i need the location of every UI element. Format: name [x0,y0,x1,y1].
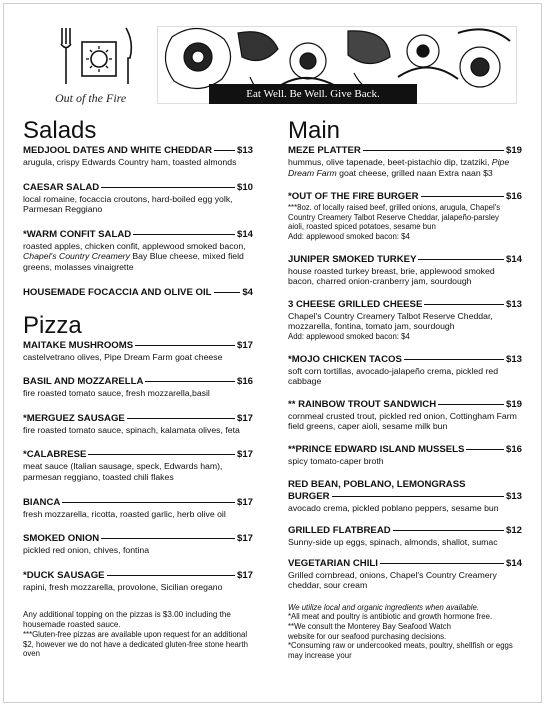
item-name: GRILLED FLATBREAD [288,525,391,537]
item-name: BASIL AND MOZZARELLA [23,376,144,388]
item-desc: parmesan reggiano, toasted chili flakes [23,471,174,482]
menu-item [23,287,253,299]
menu-item [288,399,522,432]
leader-line [214,292,241,293]
leader-line [404,359,504,360]
salads-heading: Salads [23,117,97,144]
item-desc: Grilled cornbread, onions, Chapel's Country Creamery [288,569,497,580]
item-price: $16 [505,191,522,203]
item-desc: Sunny-side up eggs, spinach, almonds, shallot, sumac [288,537,498,548]
item-name: BURGER [288,490,330,502]
leader-line [133,234,235,235]
item-desc: Country Creamery Talbot Reserve Cheddar, jalapeño-parsley [288,212,499,222]
item-name: JUNIPER SMOKED TURKEY [288,253,417,265]
pizza-heading: Pizza [23,311,82,339]
item-price: $19 [505,398,522,410]
leader-line [62,502,235,503]
leader-line [145,381,235,382]
item-price: $14 [505,253,522,265]
item-price: $17 [236,412,253,424]
menu-item [288,525,522,548]
item-desc: Dream Farm goat cheese, grilled naan Extra naan $3 [288,167,493,178]
item-price: $13 [236,145,253,156]
menu-item [288,479,522,514]
item-desc: spicy tomato-caper broth [288,455,384,466]
note-line: Any additional topping on the pizzas is $3.00 including the [23,610,231,620]
leader-line [466,449,504,450]
leader-line [424,304,504,305]
item-desc: pickled red onion, chives, fontina [23,545,150,556]
item-price: $13 [505,298,522,310]
note-line: may increase your [288,650,352,660]
item-desc: cheddar, sour cream [288,580,368,591]
main-heading: Main [288,117,341,144]
item-desc: cornmeal crusted trout, pickled red onion, Cottingham Farm [288,410,517,421]
item-desc: field greens, caper aioli, sesame milk bun [288,421,448,432]
menu-item [288,299,522,342]
item-desc: soft corn tortillas, avocado-jalapeño crema, pickled red [288,365,499,376]
leader-line [101,187,235,188]
leader-line [107,575,235,576]
item-price: $17 [236,496,253,508]
menu-item [23,340,253,363]
item-name: *WARM CONFIT SALAD [23,228,132,240]
menu-item [288,444,522,467]
leader-line [135,345,235,346]
menu-item [23,413,253,436]
item-name: *CALABRESE [23,449,87,461]
item-name: 3 CHEESE GRILLED CHEESE [288,298,423,310]
note-line: *All meat and poultry is antibiotic and growth hormone free. [288,612,493,622]
item-name: MEZE PLATTER [288,145,361,156]
item-price: $13 [505,490,522,502]
menu-item [288,254,522,287]
item-price: $16 [505,443,522,455]
menu-item [288,145,522,178]
item-name: BIANCA [23,496,61,508]
item-desc: fire roasted tomato sauce, spinach, kalamata olives, feta [23,424,240,435]
left-column [23,118,253,659]
menu-item [288,354,522,387]
item-name: *DUCK SAUSAGE [23,569,105,581]
item-desc: Chapel's Country Creamery Talbot Reserve Cheddar, [288,310,493,321]
item-price: $12 [505,525,522,537]
leader-line [88,454,235,455]
item-desc: house roasted turkey breast, brie, applewood smoked [288,265,495,276]
item-addon: Add: applewood smoked bacon: $4 [288,231,410,241]
item-name: **PRINCE EDWARD ISLAND MUSSELS [288,443,465,455]
item-desc: fresh mozzarella, ricotta, roasted garlic, herb olive oil [23,508,226,519]
item-price: $16 [236,376,253,388]
item-price: $14 [505,557,522,569]
item-price: $4 [242,286,253,298]
leader-line [380,563,504,564]
note-line: **We consult the Monterey Bay Seafood Watch [288,622,451,632]
item-price: $10 [236,181,253,193]
leader-line [127,418,235,419]
item-desc: rapini, fresh mozzarella, provolone, Sicilian oregano [23,581,223,592]
item-name: HOUSEMADE FOCACCIA AND OLIVE OIL [23,286,212,298]
note-line: We utilize local and organic ingredients when available. [288,602,479,612]
leader-line [393,530,504,531]
item-desc: fire roasted tomato sauce, fresh mozzarella,basil [23,388,210,399]
item-desc: arugula, crispy Edwards Country ham, toasted almonds [23,157,237,167]
item-desc: roasted apples, chicken confit, applewood smoked bacon, [23,240,246,251]
item-desc: Parmesan Reggiano [23,204,103,215]
item-name: SMOKED ONION [23,533,100,545]
item-desc: avocado crema, pickled poblano peppers, sesame bun [288,502,499,513]
item-price: $17 [236,449,253,461]
item-price: $14 [236,228,253,240]
menu-item [23,229,253,273]
menu-item [23,182,253,215]
tagline-bar: Eat Well. Be Well. Give Back. [209,84,417,104]
item-desc: meat sauce (Italian sausage, speck, Edwards ham), [23,461,223,472]
menu-item [23,570,253,593]
item-desc: bacon, charred onion-cranberry jam, sourdough [288,276,472,287]
menu-item [23,497,253,520]
item-addon: Add: applewood smoked bacon: $4 [288,331,410,341]
logo-text: Out of the Fire [55,91,127,105]
right-column [288,118,522,660]
item-desc: Chapel's Country Creamery Bay Blue cheese, mixed field [23,251,244,262]
menu-item [288,558,522,591]
note-line: housemade roasted sauce. [23,620,121,630]
note-line: oven [23,649,40,659]
leader-line [418,259,504,260]
note-line: *Consuming raw or undercooked meats, poultry, shellfish or eggs [288,641,513,651]
leader-line [332,496,504,497]
item-name: RED BEAN, POBLANO, LEMONGRASS [288,478,466,490]
item-price: $17 [236,569,253,581]
item-desc: local romaine, focaccia croutons, hard-boiled egg yolk, [23,193,233,204]
item-desc: hummus, olive tapenade, beet-pistachio dip, tzatziki, Pipe [288,157,510,167]
item-desc: aioli, roasted spiced potatoes, sesame bun [288,222,436,232]
menu-item [23,449,253,482]
item-desc: greens, molasses vinaigrette [23,261,134,272]
note-line: website for our seafood purchasing decisions. [288,631,447,641]
leader-line [363,150,504,151]
item-price: $17 [236,533,253,545]
item-name: VEGETARIAN CHILI [288,557,378,569]
item-name: *MERGUEZ SAUSAGE [23,412,125,424]
note-line: $2, however we do not have a dedicated gluten-free stone hearth [23,639,248,649]
item-price: $13 [505,353,522,365]
item-desc: castelvetrano olives, Pipe Dream Farm goat cheese [23,351,223,362]
item-price: $17 [236,339,253,351]
item-name: *MOJO CHICKEN TACOS [288,353,402,365]
item-name: ** RAINBOW TROUT SANDWICH [288,398,437,410]
main-notes [288,603,522,661]
menu-item [288,191,522,241]
leader-line [438,404,504,405]
item-name: MEDJOOL DATES AND WHITE CHEDDAR [23,145,213,156]
item-desc: mozzarella, fontina, tomato jam, sourdough [288,321,455,332]
leader-line [421,196,504,197]
item-name: *OUT OF THE FIRE BURGER [288,191,419,203]
item-name: MAITAKE MUSHROOMS [23,339,134,351]
leader-line [101,538,235,539]
item-price: $19 [505,145,522,156]
item-name: CAESAR SALAD [23,181,100,193]
menu-item [23,533,253,556]
item-desc: cabbage [288,376,322,387]
item-desc: ***8oz. of locally raised beef, grilled onions, arugula, Chapel's [288,203,501,213]
menu-item [23,145,253,168]
menu-item [23,376,253,399]
pizza-notes [23,610,253,658]
leader-line [214,150,235,151]
note-line: ***Gluten-free pizzas are available upon request for an additional [23,629,248,639]
